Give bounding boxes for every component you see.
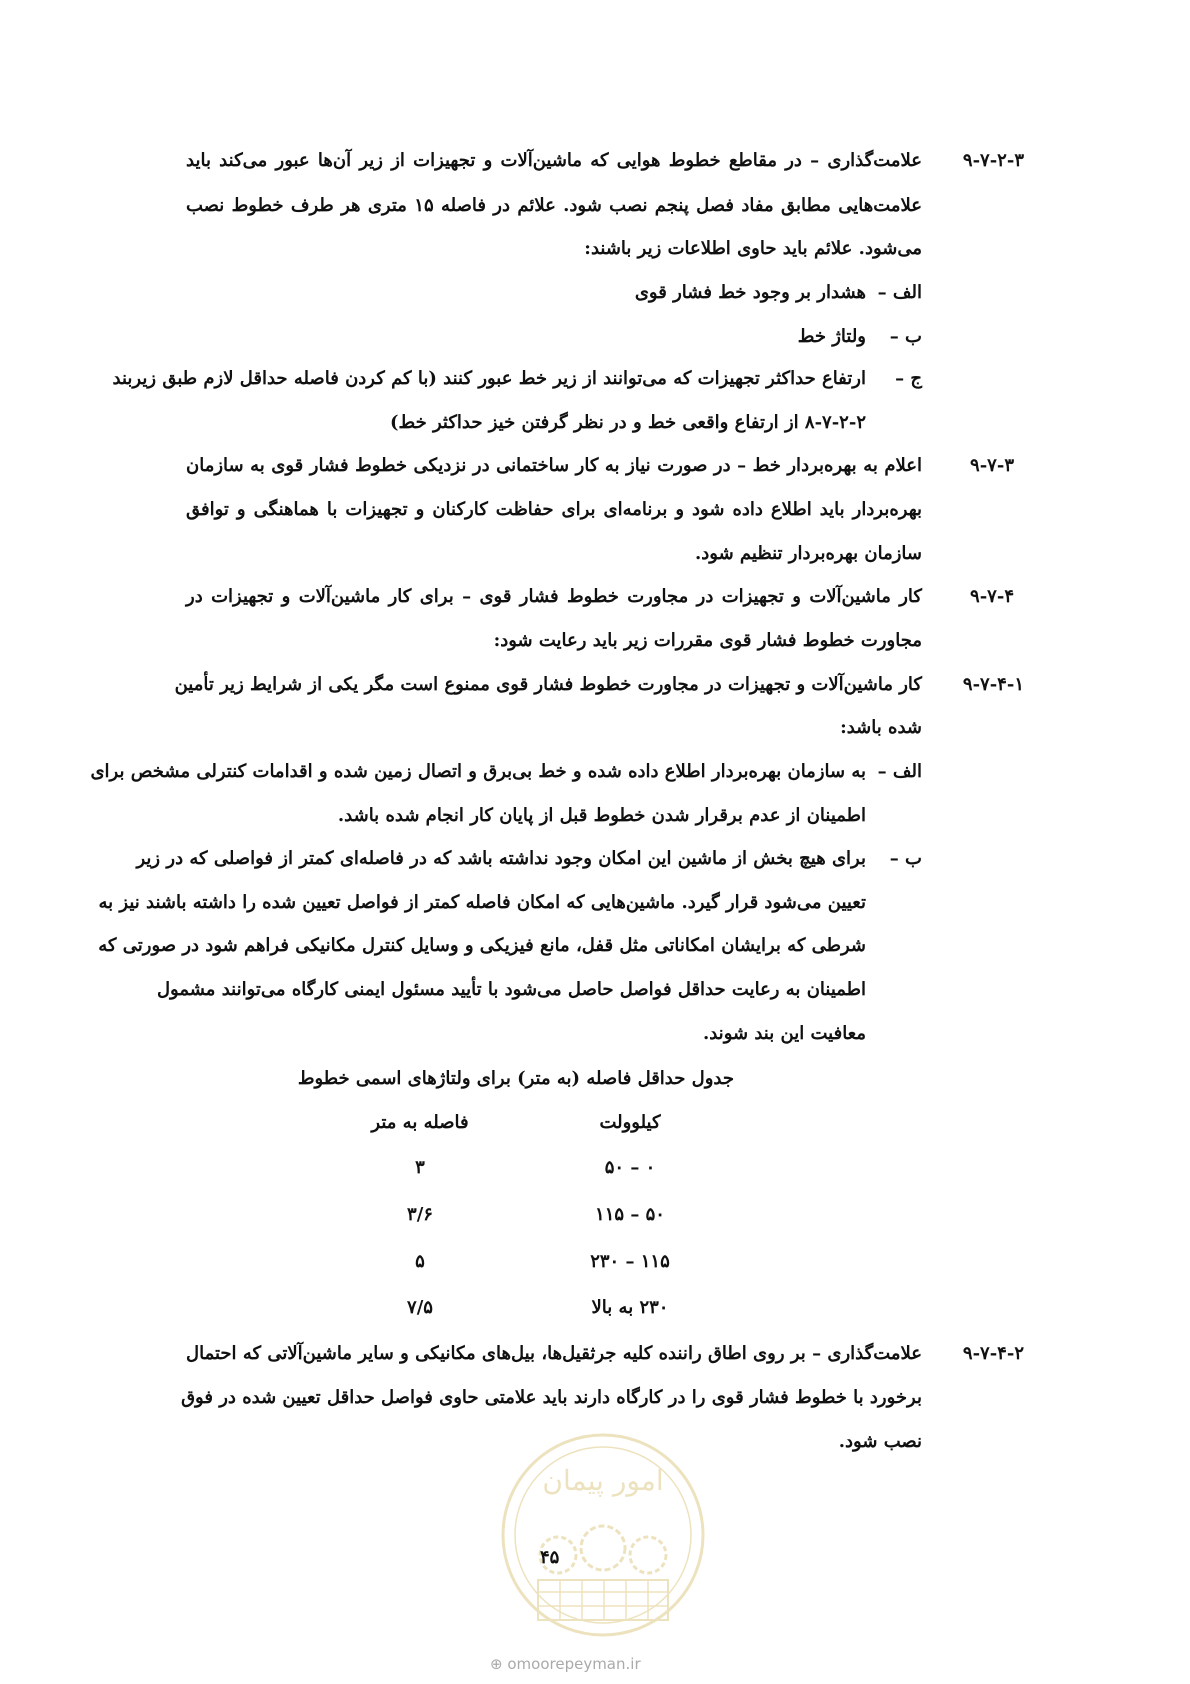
table-cell-kv: ۰ – ۵۰ — [604, 1157, 656, 1178]
list-marker: الف – — [877, 761, 922, 782]
list-item-text: برای هیچ بخش از ماشین این امکان وجود نداشته باشد که در فاصله‌ای کمتر از فواصلی که در زیر — [136, 848, 866, 869]
list-marker: ج – — [895, 368, 922, 389]
table-caption: جدول حداقل فاصله (به متر) برای ولتاژهای اسمی خطوط — [297, 1068, 734, 1089]
table-header-kv: کیلوولت — [599, 1112, 661, 1133]
list-item-text: ارتفاع حداکثر تجهیزات که می‌توانند از زیر خط عبور کنند (با کم کردن فاصله حداقل لازم طبق زیربند — [112, 368, 866, 389]
table-cell-dist: ۵ — [415, 1251, 425, 1272]
list-item-text: شرطی که برایشان امکاناتی مثل قفل، مانع فیزیکی و وسایل کنترل مکانیکی فراهم شود در صورتی که — [98, 935, 866, 956]
section-text-line: اعلام به بهره‌بردار خط – در صورت نیاز به کار ساختمانی در نزدیکی خطوط فشار قوی به سازمان — [186, 455, 922, 476]
list-item-text: ۸-۷-۲-۲ از ارتفاع واقعی خط و در نظر گرفتن خیز حداکثر خط) — [389, 412, 866, 433]
section-text-line: سازمان بهره‌بردار تنظیم شود. — [694, 543, 922, 564]
section-text-line: نصب شود. — [838, 1431, 922, 1452]
section-text-line: شده باشد: — [840, 717, 922, 738]
page-number: ۴۵ — [540, 1547, 560, 1568]
table-cell-kv: ۲۳۰ به بالا — [591, 1297, 669, 1318]
section-number: ۹-۷-۴-۲ — [962, 1343, 1024, 1364]
globe-icon: ⊕ — [490, 1655, 503, 1673]
table-cell-kv: ۱۱۵ – ۲۳۰ — [590, 1251, 670, 1272]
list-item-text: تعیین می‌شود قرار گیرد. ماشین‌هایی که امکان فاصله کمتر از فواصل تعیین شده را داشته باشند نیز به — [98, 892, 866, 913]
list-item-text: اطمینان از عدم برقرار شدن خطوط قبل از پایان کار انجام شده باشد. — [337, 805, 866, 826]
section-text-line: علامت‌گذاری – در مقاطع خطوط هوایی که ماشین‌آلات و تجهیزات از زیر آن‌ها عبور می‌کند باید — [186, 150, 922, 171]
section-text-line: مجاورت خطوط فشار قوی مقررات زیر باید رعایت شود: — [493, 630, 922, 651]
list-item-text: معافیت این بند شوند. — [702, 1023, 866, 1044]
list-item-text: به سازمان بهره‌بردار اطلاع داده شده و خط بی‌برق و اتصال زمین شده و اقدامات کنترلی مشخص برای — [90, 761, 866, 782]
list-item-text: هشدار بر وجود خط فشار قوی — [634, 282, 866, 303]
table-cell-dist: ۳ — [415, 1157, 425, 1178]
list-marker: ب – — [889, 848, 922, 869]
section-text-line: علامت‌هایی مطابق مفاد فصل پنجم نصب شود. علائم در فاصله ۱۵ متری هر طرف خطوط نصب — [186, 195, 922, 216]
watermark-seal — [498, 1430, 708, 1640]
svg-text:امور پیمان: امور پیمان — [542, 1464, 664, 1497]
section-number: ۹-۷-۲-۳ — [962, 150, 1024, 171]
list-item-text: ولتاژ خط — [797, 326, 866, 347]
table-cell-kv: ۵۰ – ۱۱۵ — [595, 1204, 665, 1225]
section-text-line: کار ماشین‌آلات و تجهیزات در مجاورت خطوط فشار قوی – برای کار ماشین‌آلات و تجهیزات در — [186, 586, 922, 607]
list-marker: الف – — [877, 282, 922, 303]
table-header-dist: فاصله به متر — [371, 1112, 469, 1133]
section-text-line: می‌شود. علائم باید حاوی اطلاعات زیر باشند: — [584, 238, 922, 259]
footer-url: omoorepeyman.ir — [507, 1655, 641, 1673]
section-number: ۹-۷-۳ — [970, 455, 1014, 476]
section-text-line: علامت‌گذاری – بر روی اطاق راننده کلیه جرثقیل‌ها، بیل‌های مکانیکی و سایر ماشین‌آلاتی که احتمال — [186, 1343, 922, 1364]
section-text-line: بهره‌بردار باید اطلاع داده شود و برنامه‌ای برای حفاظت کارکنان و تجهیزات با هماهنگی و توافق — [186, 499, 922, 520]
section-text-line: کار ماشین‌آلات و تجهیزات در مجاورت خطوط فشار قوی ممنوع است مگر یکی از شرایط زیر تأمین — [174, 674, 922, 695]
footer-watermark-url — [490, 1655, 641, 1673]
section-number: ۹-۷-۴-۱ — [962, 674, 1024, 695]
section-text-line: برخورد با خطوط فشار قوی را در کارگاه دارند باید علامتی حاوی فواصل حداقل تعیین شده در فوق — [181, 1387, 922, 1408]
table-cell-dist: ۳/۶ — [407, 1204, 433, 1225]
list-item-text: اطمینان به رعایت حداقل فواصل حاصل می‌شود با تأیید مسئول ایمنی کارگاه می‌توانند مشمول — [156, 979, 866, 1000]
table-cell-dist: ۷/۵ — [407, 1297, 433, 1318]
section-number: ۹-۷-۴ — [970, 586, 1014, 607]
list-marker: ب – — [889, 326, 922, 347]
